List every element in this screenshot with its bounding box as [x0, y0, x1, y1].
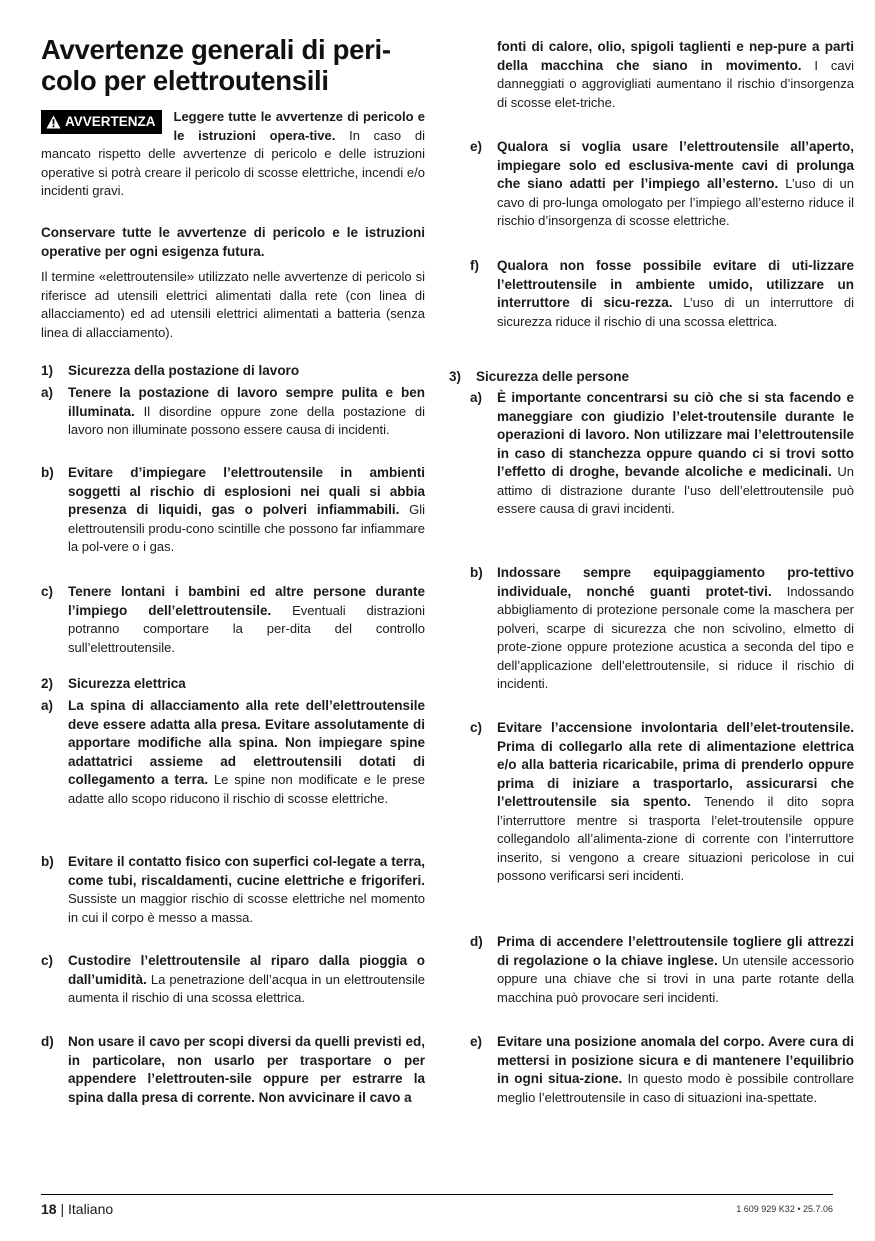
- item-letter: b): [41, 465, 54, 480]
- list-item: [470, 719, 854, 886]
- item-text: Il disordine oppure zone della postazione di lavoro non illuminate possono essere causa di incidenti.: [68, 403, 425, 437]
- warning-bold-text: Leggere tutte le avvertenze di pericolo e le istruzioni opera-tive.: [173, 109, 425, 143]
- list-item: [470, 1033, 854, 1107]
- item-bold-text: Evitare d’impiegare l’elettroutensile in ambienti soggetti al rischio di esplosioni nei quali si abbia presenza di liquidi, gas o polveri infiammabili.: [68, 465, 425, 517]
- warning-badge: [41, 110, 162, 134]
- section-number: 3): [449, 369, 462, 384]
- page-number: 18: [41, 1201, 57, 1217]
- section-heading: [41, 675, 186, 693]
- item-bold-text: Qualora si voglia usare l’elettroutensile all’aperto, impiegare solo ed esclusiva-mente cavi di prolunga che siano adatti per l’impiego all’esterno.: [497, 139, 854, 191]
- item-letter: c): [470, 720, 483, 735]
- list-item: [41, 853, 425, 927]
- item-letter: d): [41, 1034, 54, 1049]
- footer-separator: |: [60, 1201, 65, 1217]
- warning-paragraph: [41, 108, 425, 201]
- item-letter: a): [470, 390, 483, 405]
- item-bold-text: È importante concentrarsi su ciò che si sta facendo e maneggiare con giudizio l’elet-troutensile durante le operazioni di lavoro. Non utilizzare mai l’elettroutensile in caso di stanchezza oppure quando ci si trovi sotto l’effetto di droghe, bevande alcoliche e medicinali.: [497, 390, 854, 479]
- item-text: L’uso di un cavo di pro-lunga omologato per l’impiego all’esterno riduce il rischio d’insorgenza di scosse elettriche.: [497, 176, 854, 228]
- item-letter: b): [470, 565, 483, 580]
- item-text: In questo modo è possibile controllare meglio l’elettroutensile in caso di situazioni ina-spettate.: [497, 1071, 854, 1105]
- section-number: 2): [41, 676, 54, 691]
- list-item: [41, 697, 425, 808]
- item-bold-text: Tenere la postazione di lavoro sempre pulita e ben illuminata.: [68, 385, 425, 419]
- item-bold-text: Prima di accendere l’elettroutensile togliere gli attrezzi di regolazione o la chiave inglese.: [497, 934, 854, 968]
- item-letter: a): [41, 385, 54, 400]
- item-bold-text: Tenere lontani i bambini ed altre persone durante l’impiego dell’elettroutensile.: [68, 584, 425, 618]
- item-bold-text: La spina di allacciamento alla rete dell’elettroutensile deve essere adatta alla presa. Evitare assolutamente di apportare modifiche alla spina. Non impiegare spine adattatrici assieme ad elettroutensili dotati di collegamento a terra.: [68, 698, 425, 787]
- list-item-continued: [497, 38, 854, 112]
- item-bold-text: Indossare sempre equipaggiamento pro-tettivo individuale, nonché guanti protet-tivi.: [497, 565, 854, 599]
- list-item: [41, 384, 425, 440]
- item-text: Un utensile accessorio oppure una chiave che si trovi in una parte rotante della macchina può provocare seri incidenti.: [497, 952, 854, 1005]
- page-title: [41, 34, 425, 96]
- item-bold-text: Evitare il contatto fisico con superfici col-legate a terra, come tubi, riscaldamenti, cucine elettriche e frigoriferi.: [68, 854, 425, 888]
- list-item: [41, 464, 425, 557]
- item-text: Tenendo il dito sopra l’interruttore mentre si trasporta l’elet-troutensile oppure collegandolo all’alimenta-zione di corrente con l’interruttore inserito, si vengono a creare situazioni pericolose in cui possono verificarsi seri incidenti.: [497, 794, 854, 883]
- item-text: Gli elettroutensili produ-cono scintille che possono far infiammare la pol-vere o i gas.: [68, 502, 425, 554]
- page-title-line1: Avvertenze generali di peri-: [41, 34, 391, 65]
- item-text: Eventuali distrazioni potranno comportare la per-dita del controllo sull’elettroutensile.: [68, 602, 425, 655]
- list-item: [470, 564, 854, 694]
- section-title: Sicurezza delle persone: [476, 369, 630, 384]
- item-letter: e): [470, 139, 483, 154]
- section-heading: [41, 362, 299, 380]
- item-bold-text: Non usare il cavo per scopi diversi da quelli previsti ed, in particolare, non usarlo per trasportare o per appendere l’elettrouten-sile oppure per estrarre la spina dalla presa di corrente. Non avvicinare il cavo a: [68, 1034, 425, 1105]
- item-bold-text: Evitare l’accensione involontaria dell’elet-troutensile. Prima di collegarlo alla rete di alimentazione elettrica e/o alla batteria ricaricabile, prima di prenderlo oppure prima di iniziare a trasportarlo, assicurarsi che l’elettroutensile sia spento.: [497, 720, 854, 809]
- warning-text: In caso di mancato rispetto delle avvertenze di pericolo e delle istruzioni operative si potrà creare il pericolo di scosse elettriche, incendi e/o incidenti gravi.: [41, 127, 425, 198]
- footer-page-label: [41, 1200, 113, 1218]
- list-item: [470, 389, 854, 519]
- item-letter: f): [470, 258, 479, 273]
- item-text: L’uso di un interruttore di sicurezza riduce il rischio di una scossa elettrica.: [497, 295, 854, 329]
- item-text: Sussiste un maggior rischio di scosse elettriche nel momento in cui il corpo è messo a massa.: [68, 891, 425, 925]
- item-text: Un attimo di distrazione durante l’uso dell’elettroutensile può essere causa di gravi incidenti.: [497, 464, 854, 516]
- item-letter: a): [41, 698, 54, 713]
- footer-language: Italiano: [68, 1201, 114, 1217]
- item-letter: c): [41, 953, 54, 968]
- item-text: Indossando abbigliamento di protezione personale come la maschera per polveri, scarpe di sicurezza che non scivolino, elmetto di prote-zione oppure protezione acustica a seconda del tipo e dell’applicazione dell’elettroutensile, si riduce il rischio di incidenti.: [497, 583, 854, 691]
- list-item: [470, 138, 854, 231]
- keep-instructions: Conservare tutte le avvertenze di pericolo e le istruzioni operative per ogni esigenza futura.: [41, 225, 425, 259]
- item-text: I cavi danneggiati o aggrovigliati aumentano il rischio d’insorgenza di scosse elet-triche.: [497, 57, 855, 110]
- item-bold-text: Custodire l’elettroutensile al riparo dalla pioggia o dall’umidità.: [68, 953, 425, 987]
- list-item: [470, 257, 854, 331]
- page-title-line2: colo per elettroutensili: [41, 65, 329, 96]
- list-item: [41, 1033, 425, 1107]
- section-title: Sicurezza elettrica: [68, 676, 186, 691]
- item-bold-text: fonti di calore, olio, spigoli taglienti e nep-pure a parti della macchina che siano in movimento.: [497, 39, 854, 73]
- warning-triangle-icon: [46, 115, 61, 129]
- footer-divider: [41, 1194, 833, 1195]
- list-item: [470, 933, 854, 1007]
- term-definition: Il termine «elettroutensile» utilizzato nelle avvertenze di pericolo si riferisce ad utensili elettrici alimentati dalla rete (con linea di allacciamento) ed ad utensili elettrici alimentati a batteria (senza linea di allacciamento).: [41, 269, 425, 340]
- list-item: [41, 952, 425, 1008]
- warning-badge-label: AVVERTENZA: [65, 114, 156, 129]
- section-title: Sicurezza della postazione di lavoro: [68, 363, 300, 378]
- item-text: Le spine non modificate e le prese adatte allo scopo riducono il rischio di scosse elettriche.: [68, 772, 425, 806]
- item-bold-text: Evitare una posizione anomala del corpo. Avere cura di mettersi in posizione sicura e di mantenere l’equilibrio in ogni situa-zione.: [497, 1034, 854, 1086]
- list-item: [41, 583, 425, 657]
- section-number: 1): [41, 363, 54, 378]
- item-letter: d): [470, 934, 483, 949]
- item-letter: b): [41, 854, 54, 869]
- item-text: La penetrazione dell’acqua in un elettroutensile aumenta il rischio di una scossa elettrica.: [68, 971, 425, 1005]
- item-letter: c): [41, 584, 54, 599]
- item-bold-text: Qualora non fosse possibile evitare di uti-lizzare l’elettroutensile in ambiente umido, utilizzare un interruttore di sicu-rezza.: [497, 258, 854, 310]
- document-code: 1 609 929 K32 • 25.7.06: [736, 1204, 833, 1214]
- item-letter: e): [470, 1034, 483, 1049]
- section-heading: [449, 368, 629, 386]
